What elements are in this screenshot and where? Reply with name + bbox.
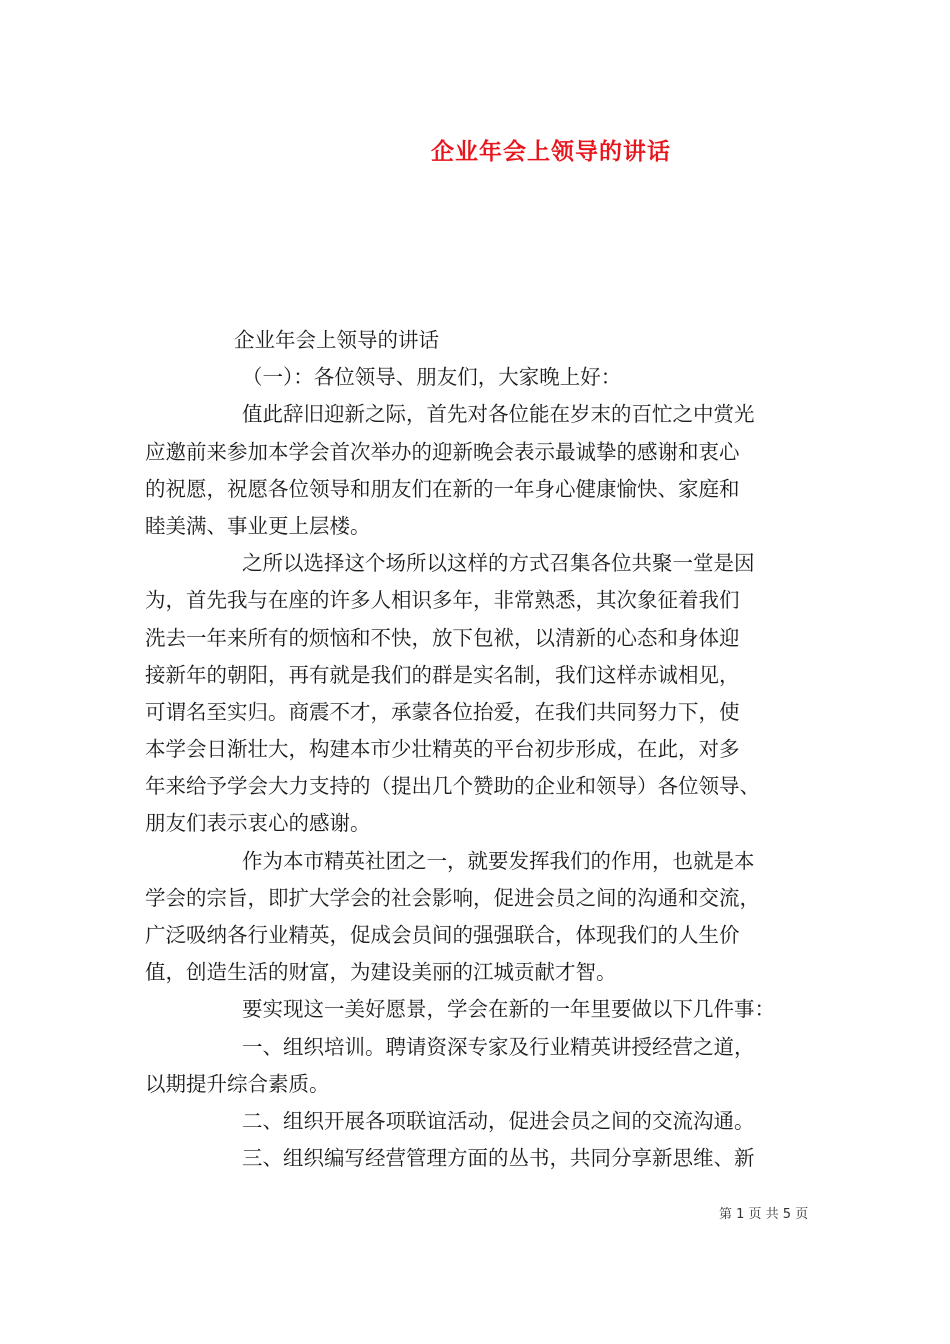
- body-line: 学会的宗旨，即扩大学会的社会影响，促进会员之间的沟通和交流，: [145, 885, 760, 910]
- body-line: 的祝愿，祝愿各位领导和朋友们在新的一年身心健康愉快、家庭和: [145, 476, 740, 501]
- body-line: （一）：各位领导、朋友们，大家晚上好：: [242, 365, 622, 390]
- document-title: 企业年会上领导的讲话: [431, 139, 671, 165]
- body-line: 接新年的朝阳，再有就是我们的群是实名制，我们这样赤诚相见，: [145, 662, 740, 687]
- body-line: 一、组织培训。聘请资深专家及行业精英讲授经营之道，: [242, 1034, 755, 1059]
- body-line: 要实现这一美好愿景，学会在新的一年里要做以下几件事：: [242, 997, 775, 1022]
- body-line: 三、组织编写经营管理方面的丛书，共同分享新思维、新: [242, 1146, 755, 1171]
- body-line: 朋友们表示衷心的感谢。: [145, 811, 371, 836]
- body-line: 年来给予学会大力支持的（提出几个赞助的企业和领导）各位领导、: [145, 774, 760, 799]
- body-line: 作为本市精英社团之一，就要发挥我们的作用，也就是本: [242, 848, 755, 873]
- body-line: 为，首先我与在座的许多人相识多年，非常熟悉，其次象征着我们: [145, 588, 740, 613]
- body-line: 值，创造生活的财富，为建设美丽的江城贡献才智。: [145, 960, 617, 985]
- body-line: 企业年会上领导的讲话: [234, 328, 439, 352]
- body-line: 可谓名至实归。商震不才，承蒙各位抬爱，在我们共同努力下，使: [145, 699, 740, 724]
- body-line: 以期提升综合素质。: [145, 1071, 330, 1096]
- page-number-footer: 第 1 页 共 5 页: [719, 1207, 809, 1222]
- body-line: 值此辞旧迎新之际，首先对各位能在岁末的百忙之中赏光: [242, 402, 755, 427]
- body-line: 应邀前来参加本学会首次举办的迎新晚会表示最诚挚的感谢和衷心: [145, 439, 740, 464]
- document-body: [145, 322, 813, 1177]
- body-line: 之所以选择这个场所以这样的方式召集各位共聚一堂是因: [242, 551, 755, 576]
- body-line: 睦美满、事业更上层楼。: [145, 513, 371, 538]
- body-line: 广泛吸纳各行业精英，促成会员间的强强联合，体现我们的人生价: [145, 923, 740, 947]
- body-line: 洗去一年来所有的烦恼和不快，放下包袱，以清新的心态和身体迎: [145, 625, 740, 650]
- body-line: 本学会日渐壮大，构建本市少壮精英的平台初步形成，在此，对多: [145, 737, 740, 762]
- body-line: 二、组织开展各项联谊活动，促进会员之间的交流沟通。: [242, 1108, 755, 1133]
